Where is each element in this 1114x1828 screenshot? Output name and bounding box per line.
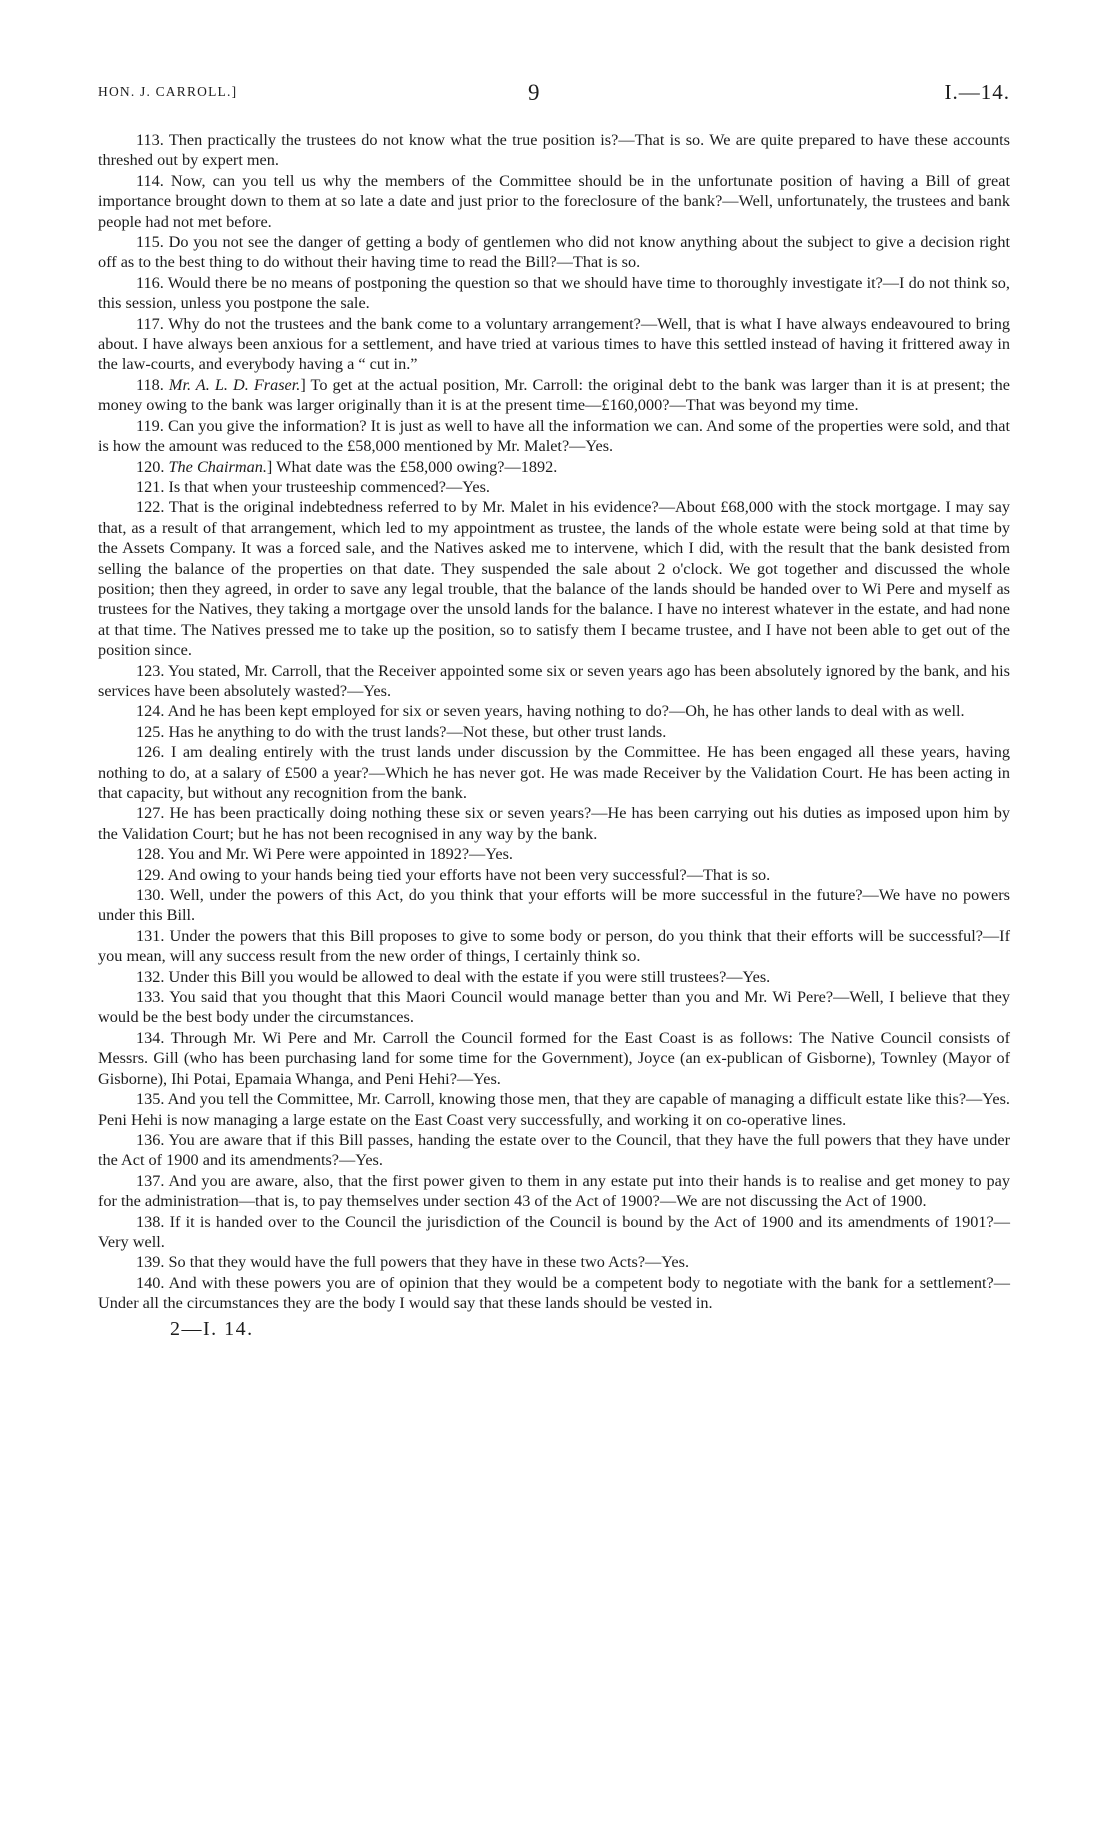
question-number: 140. — [136, 1273, 165, 1292]
running-head: HON. J. CARROLL.] — [98, 84, 238, 99]
question-answer-text: Through Mr. Wi Pere and Mr. Carroll the Council formed for the East Coast is as follows: The Native Council consists of Messrs. Gill (who has been purchasing land for some time for the Government), Joyce (an ex-publican of Gisborne), Townley (Mayor of Gisborne), Ihi Potai, Epamaia Whanga, and Peni Hehi?—Yes. — [98, 1028, 1010, 1088]
question-answer-text: Now, can you tell us why the members of the Committee should be in the unfortunate position of having a Bill of great importance brought down to them at so late a date and just prior to the foreclosure of the bank?—Well, unfortunately, the trustees and bank people had not met before. — [98, 171, 1010, 231]
evidence-paragraph — [98, 1028, 1010, 1089]
question-answer-text: Well, under the powers of this Act, do you think that your efforts will be more successful in the future?—We have no powers under this Bill. — [98, 886, 1010, 925]
question-answer-text: What date was the £58,000 owing?—1892. — [276, 457, 558, 476]
question-number: 123. — [136, 661, 165, 680]
evidence-paragraph — [98, 661, 1010, 702]
question-answer-text: To get at the actual position, Mr. Carroll: the original debt to the bank was larger than it is at present; the money owing to the bank was larger originally than it is at the present time—£160,000?—That was beyond my time. — [98, 375, 1011, 415]
speaker-name: The Chairman. — [168, 457, 267, 476]
evidence-body — [98, 130, 1010, 1314]
question-answer-text: You stated, Mr. Carroll, that the Receiver appointed some six or seven years ago has been absolutely ignored by the bank, and his services have been absolutely wasted?—Yes. — [98, 661, 1010, 700]
question-answer-text: You and Mr. Wi Pere were appointed in 1892?—Yes. — [167, 845, 513, 864]
question-answer-text: Then practically the trustees do not know what the true position is?—That is so. We are quite prepared to have these accounts threshed out by expert men. — [98, 131, 1010, 170]
question-number: 124. — [136, 702, 165, 721]
evidence-paragraph — [98, 1212, 1010, 1253]
question-number: 115. — [136, 233, 164, 252]
question-answer-text: Can you give the information? It is just as well to have all the information we can. And some of the properties were sold, and that is how the amount was reduced to the £58,000 mentioned by Mr. Malet?—Yes. — [98, 416, 1011, 456]
question-answer-text: That is the original indebtedness referred to by Mr. Malet in his evidence?—About £68,000 with the stock mortgage. I may say that, as a result of that arrangement, which led to my appointment as trustee, the lands of the whole estate were being sold at that time by the Assets Company. It was a forced sale, and the Natives asked me to intervene, which I did, with the result that the bank desisted from selling the balance of the properties on that date. They suspended the sale about 2 o'clock. We got together and discussed the whole position; then they agreed, in order to save any legal trouble, that the balance of the lands should be handed over to Wi Pere and myself as trustees for the Natives, they taking a mortgage over the unsold lands for the balance. I have no interest whatever in the estate, and had none at that time. The Natives pressed me to take up the position, so to satisfy them I became trustee, and I have not been able to get out of the position since. — [98, 498, 1010, 660]
question-answer-text: You are aware that if this Bill passes, handing the estate over to the Council, that they have the full powers that they have under the Act of 1900 and its amendments?—Yes. — [98, 1130, 1010, 1170]
question-number: 136. — [136, 1130, 165, 1149]
question-answer-text: And he has been kept employed for six or seven years, having nothing to do?—Oh, he has other lands to deal with as well. — [167, 702, 965, 721]
question-answer-text: Is that when your trusteeship commenced?—Yes. — [168, 477, 490, 496]
question-number: 121. — [136, 477, 165, 496]
speaker-name: Mr. A. L. D. Fraser. — [168, 375, 301, 394]
page-number: 9 — [528, 80, 540, 105]
question-number: 139. — [136, 1253, 165, 1272]
evidence-paragraph — [98, 987, 1010, 1028]
question-answer-text: And with these powers you are of opinion that they would be a competent body to negotiate with the bank for a settlement?—Under all the circumstances they are the body I would say that these lands should be vested in. — [98, 1273, 1010, 1313]
evidence-paragraph — [98, 701, 1010, 721]
evidence-paragraph: 120. The Chairman.] What date was the £58,000 owing?—1892. — [136, 457, 558, 476]
question-answer-text: Do you not see the danger of getting a body of gentlemen who did not know anything about the subject to give a decision right off as to the best thing to do without their having time to read the Bill?—That is so. — [98, 233, 1011, 272]
question-number: 134. — [136, 1028, 165, 1047]
question-number: 120. — [136, 457, 165, 476]
evidence-paragraph — [98, 844, 1010, 864]
evidence-paragraph — [98, 314, 1010, 375]
question-answer-text: And you tell the Committee, Mr. Carroll, knowing those men, that they are capable of managing a difficult estate like this?—Yes. Peni Hehi is now managing a large estate on the East Coast very successfully, and working it on co-operative lines. — [98, 1090, 1010, 1129]
question-number: 138. — [136, 1212, 165, 1231]
question-number: 126. — [136, 743, 165, 762]
document-reference: I.—14. — [944, 80, 1010, 104]
question-number: 130. — [136, 886, 165, 905]
question-number: 125. — [136, 722, 165, 741]
question-number: 127. — [136, 804, 165, 823]
question-number: 128. — [136, 845, 165, 864]
question-number: 122. — [136, 498, 165, 517]
question-number: 131. — [136, 926, 165, 945]
evidence-paragraph — [98, 130, 1010, 171]
evidence-paragraph — [98, 477, 1010, 497]
question-answer-text: Under the powers that this Bill proposes to give to some body or person, do you think that their efforts will be successful?—If you mean, will any success result from the new order of things, I certainly think so. — [98, 926, 1011, 966]
question-number: 116. — [136, 273, 164, 292]
evidence-paragraph — [98, 171, 1010, 232]
question-number: 113. — [136, 131, 164, 149]
page-header — [98, 80, 1010, 110]
evidence-paragraph — [98, 1252, 1010, 1272]
evidence-paragraph — [98, 1273, 1010, 1314]
evidence-paragraph — [98, 1130, 1010, 1171]
evidence-paragraph — [98, 416, 1010, 457]
question-answer-text: He has been practically doing nothing these six or seven years?—He has been carrying out his duties as imposed upon him by the Validation Court; but he has not been recognised in any way by the bank. — [98, 804, 1011, 843]
question-number: 118. — [136, 375, 164, 394]
evidence-paragraph — [98, 926, 1010, 967]
signature-mark: 2—I. 14. — [170, 1317, 254, 1340]
question-answer-text: Would there be no means of postponing the question so that we should have time to thoroughly investigate it?—I do not think so, this session, unless you postpone the sale. — [98, 273, 1010, 313]
question-answer-text: And you are aware, also, that the first power given to them in any estate put into their hands is to realise and get money to pay for the administration—that is, to pay themselves under section 43 of the Act of 1900?—We are not discussing the Act of 1900. — [98, 1171, 1010, 1211]
evidence-paragraph — [98, 1089, 1010, 1130]
evidence-paragraph — [98, 1171, 1010, 1212]
question-answer-text: Why do not the trustees and the bank come to a voluntary arrangement?—Well, that is what I have always endeavoured to bring about. I have always been anxious for a settlement, and have tried at various times to have this settled instead of having it frittered away in the law-courts, and everybody having a “ cut in.” — [98, 314, 1010, 374]
question-number: 132. — [136, 967, 165, 986]
question-answer-text: You said that you thought that this Maori Council would manage better than you and Mr. Wi Pere?—Well, I believe that they would be the best body under the circumstances. — [98, 988, 1010, 1027]
evidence-paragraph — [98, 232, 1010, 273]
question-answer-text: So that they would have the full powers that they have in these two Acts?—Yes. — [168, 1253, 690, 1272]
evidence-paragraph — [98, 803, 1010, 844]
question-answer-text: I am dealing entirely with the trust lands under discussion by the Committee. He has been engaged all these years, having nothing to do, at a salary of £500 a year?—Which he has never got. He was made Receiver by the Validation Court. He has been acting in that capacity, but without any recognition from the bank. — [98, 743, 1011, 802]
question-answer-text: Under this Bill you would be allowed to deal with the estate if you were still trustees?—Yes. — [168, 967, 771, 986]
evidence-paragraph — [98, 967, 1010, 987]
question-answer-text: Has he anything to do with the trust lands?—Not these, but other trust lands. — [168, 722, 667, 741]
question-answer-text: If it is handed over to the Council the jurisdiction of the Council is bound by the Act of 1900 and its amendments of 1901?—Very well. — [98, 1212, 1011, 1251]
question-answer-text: And owing to your hands being tied your efforts have not been very successful?—That is so. — [167, 865, 771, 884]
evidence-paragraph — [98, 885, 1010, 926]
question-number: 119. — [136, 416, 164, 435]
question-number: 135. — [136, 1090, 165, 1109]
question-number: 137. — [136, 1171, 165, 1190]
evidence-paragraph — [98, 722, 1010, 742]
evidence-paragraph — [98, 865, 1010, 885]
evidence-paragraph: 118. Mr. A. L. D. Fraser.] To get at the actual position, Mr. Carroll: the original debt to the bank was larger than it is at present; the money owing to the bank was larger originally than it is at the present time—£160,000?—That was beyond my time. — [98, 375, 1011, 415]
question-number: 114. — [136, 171, 164, 190]
evidence-paragraph — [98, 497, 1010, 660]
question-number: 117. — [136, 314, 164, 333]
question-number: 133. — [136, 988, 165, 1007]
evidence-paragraph — [98, 742, 1010, 803]
evidence-paragraph — [98, 273, 1010, 314]
question-number: 129. — [136, 865, 165, 884]
document-page — [98, 80, 1010, 1341]
